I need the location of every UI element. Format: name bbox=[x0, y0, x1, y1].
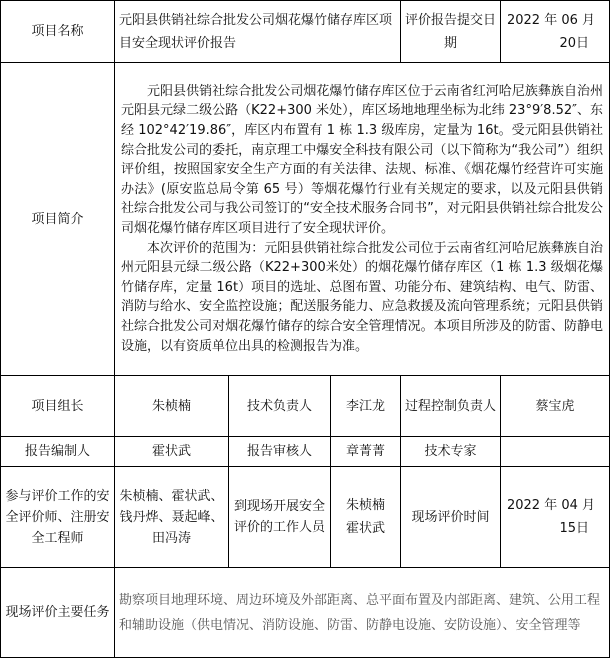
intro-paragraph-2: 本次评价的范围为：元阳县供销社综合批发公司位于云南省红河哈尼族彝族自治州元阳县元绿二级公路（K22+300米处）的烟花爆竹储存库区（1 栋 1.3 级烟花爆竹储存库，定量 16t）项目的选址、总图布置、功能分布、建筑结构、电气、防雷、消防与给水、安全监控设施；配送服务能力、应急救援及流向管理系统；元阳县供销社综合批发公司对烟花爆竹储存的综合安全管理情况。本项目所涉及的防雷、防静电设施，以有资质单位出具的检测报告为准。 bbox=[121, 240, 604, 354]
report-author-label: 报告编制人 bbox=[1, 437, 115, 467]
project-leader-value: 朱桢楠 bbox=[115, 376, 229, 437]
tech-lead-value: 李江龙 bbox=[331, 376, 401, 437]
intro-row bbox=[1, 63, 610, 376]
submit-date-value bbox=[501, 1, 610, 63]
assessors-label: 参与评价工作的安全评价师、注册安全工程师 bbox=[1, 467, 115, 568]
onsite-staff-name-1: 朱桢楠 bbox=[346, 498, 386, 513]
intro-content bbox=[115, 63, 610, 376]
project-name-label: 项目名称 bbox=[1, 1, 115, 63]
report-staff-row bbox=[1, 437, 610, 467]
team-row bbox=[1, 376, 610, 437]
submit-date-line2: 20日 bbox=[559, 35, 590, 51]
process-control-label: 过程控制负责人 bbox=[401, 376, 501, 437]
report-reviewer-value: 章菁菁 bbox=[331, 437, 401, 467]
onsite-time-line2: 15日 bbox=[559, 521, 590, 536]
onsite-time-line1: 2022 年 04 月 bbox=[506, 498, 596, 513]
onsite-staff-name-2: 霍状武 bbox=[346, 521, 386, 536]
submit-date-line1: 2022 年 06 月 bbox=[506, 12, 596, 28]
tech-lead-label: 技术负责人 bbox=[229, 376, 331, 437]
report-author-value: 霍状武 bbox=[115, 437, 229, 467]
onsite-time-value bbox=[501, 467, 610, 568]
tasks-row bbox=[1, 568, 610, 658]
project-name-row bbox=[1, 1, 610, 63]
onsite-time-label: 现场评价时间 bbox=[401, 467, 501, 568]
project-leader-label: 项目组长 bbox=[1, 376, 115, 437]
project-name-value: 元阳县供销社综合批发公司烟花爆竹储存库区项目安全现状评价报告 bbox=[115, 1, 401, 63]
assessors-row bbox=[1, 467, 610, 568]
assessors-names: 朱桢楠、霍状武、钱丹烨、聂起峰、田冯涛 bbox=[115, 467, 229, 568]
process-control-value: 蔡宝虎 bbox=[501, 376, 610, 437]
tech-expert-value bbox=[501, 437, 610, 467]
intro-paragraph-1: 元阳县供销社综合批发公司烟花爆竹储存库区位于云南省红河哈尼族彝族自治州元阳县元绿二级公路（K22+300 米处），库区场地地理坐标为北纬 23°9′8.52″、东经 102°42′19.86″，库区内布置有 1 栋 1.3 级库房，定量为 16t。受元阳县供销社综合批发公司的委托，南京理工中爆安全科技有限公司（以下简称为“我公司”）组织评价组，按照国家安全生产方面的有关法律、法规、标准、《烟花爆竹经营许可实施办法》(原安监总局令第 65 号）等烟花爆竹行业有关规定的要求，以及元阳县供销社综合批发公司与我公司签订的“安全技术服务合同书”，对元阳县供销社综合批发公司烟花爆竹储存库区项目进行了安全现状评价。 bbox=[121, 83, 604, 236]
tasks-value: 勘察项目地理环境、周边环境及外部距离、总平面布置及内部距离、建筑、公用工程和辅助设施（供电情况、消防设施、防雷、防静电设施、安防设施）、安全管理等 bbox=[115, 568, 610, 658]
onsite-staff-names bbox=[331, 467, 401, 568]
tech-expert-label: 技术专家 bbox=[401, 437, 501, 467]
tasks-label: 现场评价主要任务 bbox=[1, 568, 115, 658]
submit-date-label: 评价报告提交日期 bbox=[401, 1, 501, 63]
intro-label: 项目简介 bbox=[1, 63, 115, 376]
onsite-staff-label: 到现场开展安全评价的工作人员 bbox=[229, 467, 331, 568]
report-reviewer-label: 报告审核人 bbox=[229, 437, 331, 467]
